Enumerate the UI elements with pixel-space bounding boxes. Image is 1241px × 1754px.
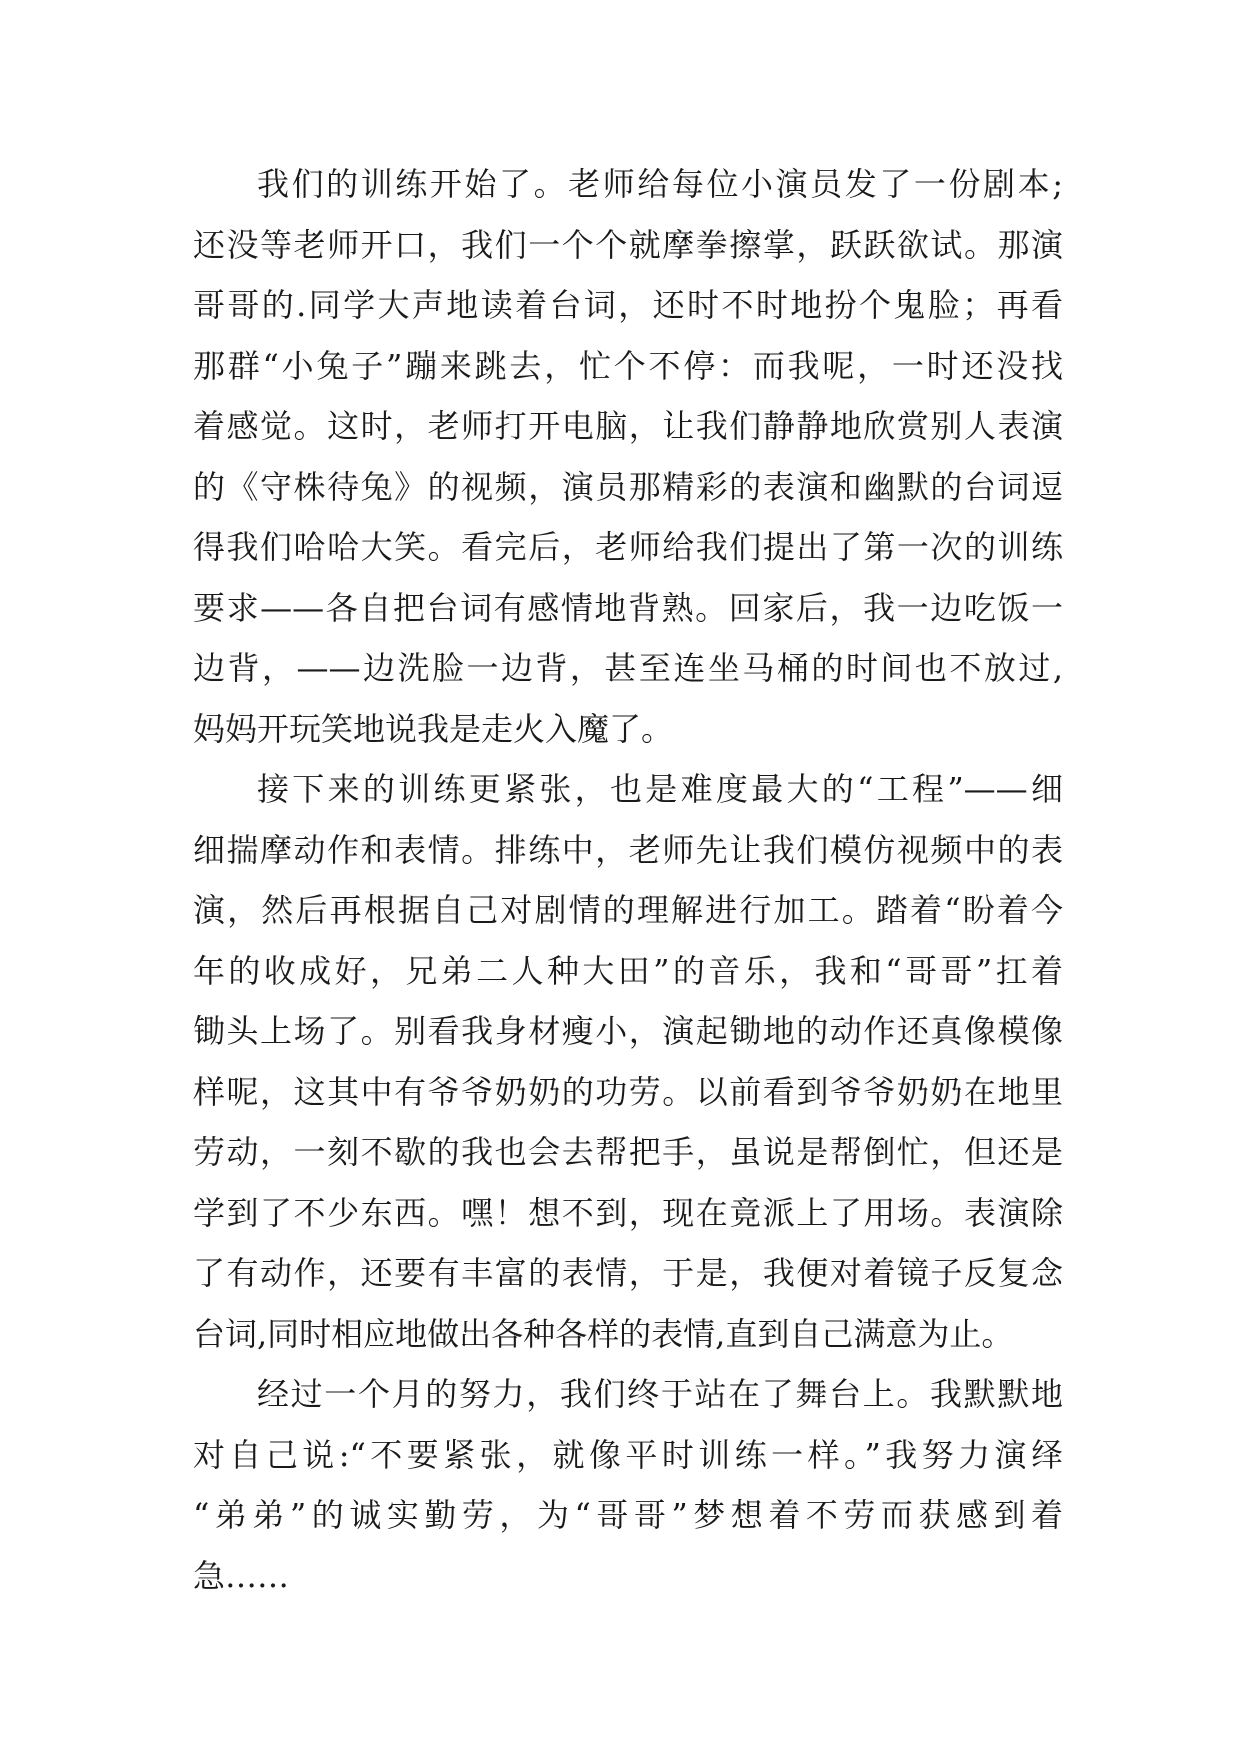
- text-line: 哥哥的.同学大声地读着台词，还时不时地扮个鬼脸；再看: [193, 286, 1063, 324]
- text-line: 接下来的训练更紧张，也是难度最大的“工程”——细: [257, 770, 1063, 808]
- text-line: 细揣摩动作和表情。排练中，老师先让我们模仿视频中的表: [193, 830, 1063, 869]
- text-line: 学到了不少东西。嘿！想不到，现在竟派上了用场。表演除: [193, 1193, 1063, 1232]
- text-line: 锄头上场了。别看我身材瘦小，演起锄地的动作还真像模像: [193, 1012, 1063, 1050]
- text-line: 了有动作，还要有丰富的表情，于是，我便对着镜子反复念: [193, 1254, 1063, 1292]
- text-line: 台词,同时相应地做出各种各样的表情,直到自己满意为止。: [193, 1314, 1014, 1353]
- text-line: 得我们哈哈大笑。看完后，老师给我们提出了第一次的训练: [193, 528, 1063, 566]
- text-line: 边背，——边洗脸一边背，甚至连坐马桶的时间也不放过,: [193, 649, 1063, 687]
- text-line: “弟弟”的诚实勤劳，为“哥哥”梦想着不劳而获感到着: [193, 1496, 1063, 1534]
- text-line: 那群“小兔子”蹦来跳去，忙个不停：而我呢，一时还没找: [193, 346, 1063, 385]
- text-line: 演，然后再根据自己对剧情的理解进行加工。踏着“盼着今: [193, 891, 1063, 929]
- text-line: 对自己说:“不要紧张，就像平时训练一样。”我努力演绎: [193, 1435, 1063, 1474]
- body-text: [193, 154, 1063, 1606]
- text-line: 要求——各自把台词有感情地背熟。回家后，我一边吃饭一: [193, 588, 1063, 627]
- text-line: 妈妈开玩笑地说我是走火入魔了。: [193, 709, 674, 748]
- text-line: 样呢，这其中有爷爷奶奶的功劳。以前看到爷爷奶奶在地里: [193, 1072, 1063, 1111]
- text-line: 年的收成好，兄弟二人种大田”的音乐，我和“哥哥”扛着: [193, 951, 1063, 990]
- text-line: 我们的训练开始了。老师给每位小演员发了一份剧本;: [257, 165, 1063, 203]
- text-line: 经过一个月的努力，我们终于站在了舞台上。我默默地: [257, 1375, 1063, 1413]
- text-line: 着感觉。这时，老师打开电脑，让我们静静地欣赏别人表演: [193, 407, 1063, 445]
- text-line: 劳动，一刻不歇的我也会去帮把手，虽说是帮倒忙，但还是: [193, 1133, 1063, 1171]
- text-line: 急……: [193, 1556, 290, 1595]
- text-line: 还没等老师开口，我们一个个就摩拳擦掌，跃跃欲试。那演: [193, 225, 1063, 264]
- text-line: 的《守株待兔》的视频，演员那精彩的表演和幽默的台词逗: [193, 467, 1063, 506]
